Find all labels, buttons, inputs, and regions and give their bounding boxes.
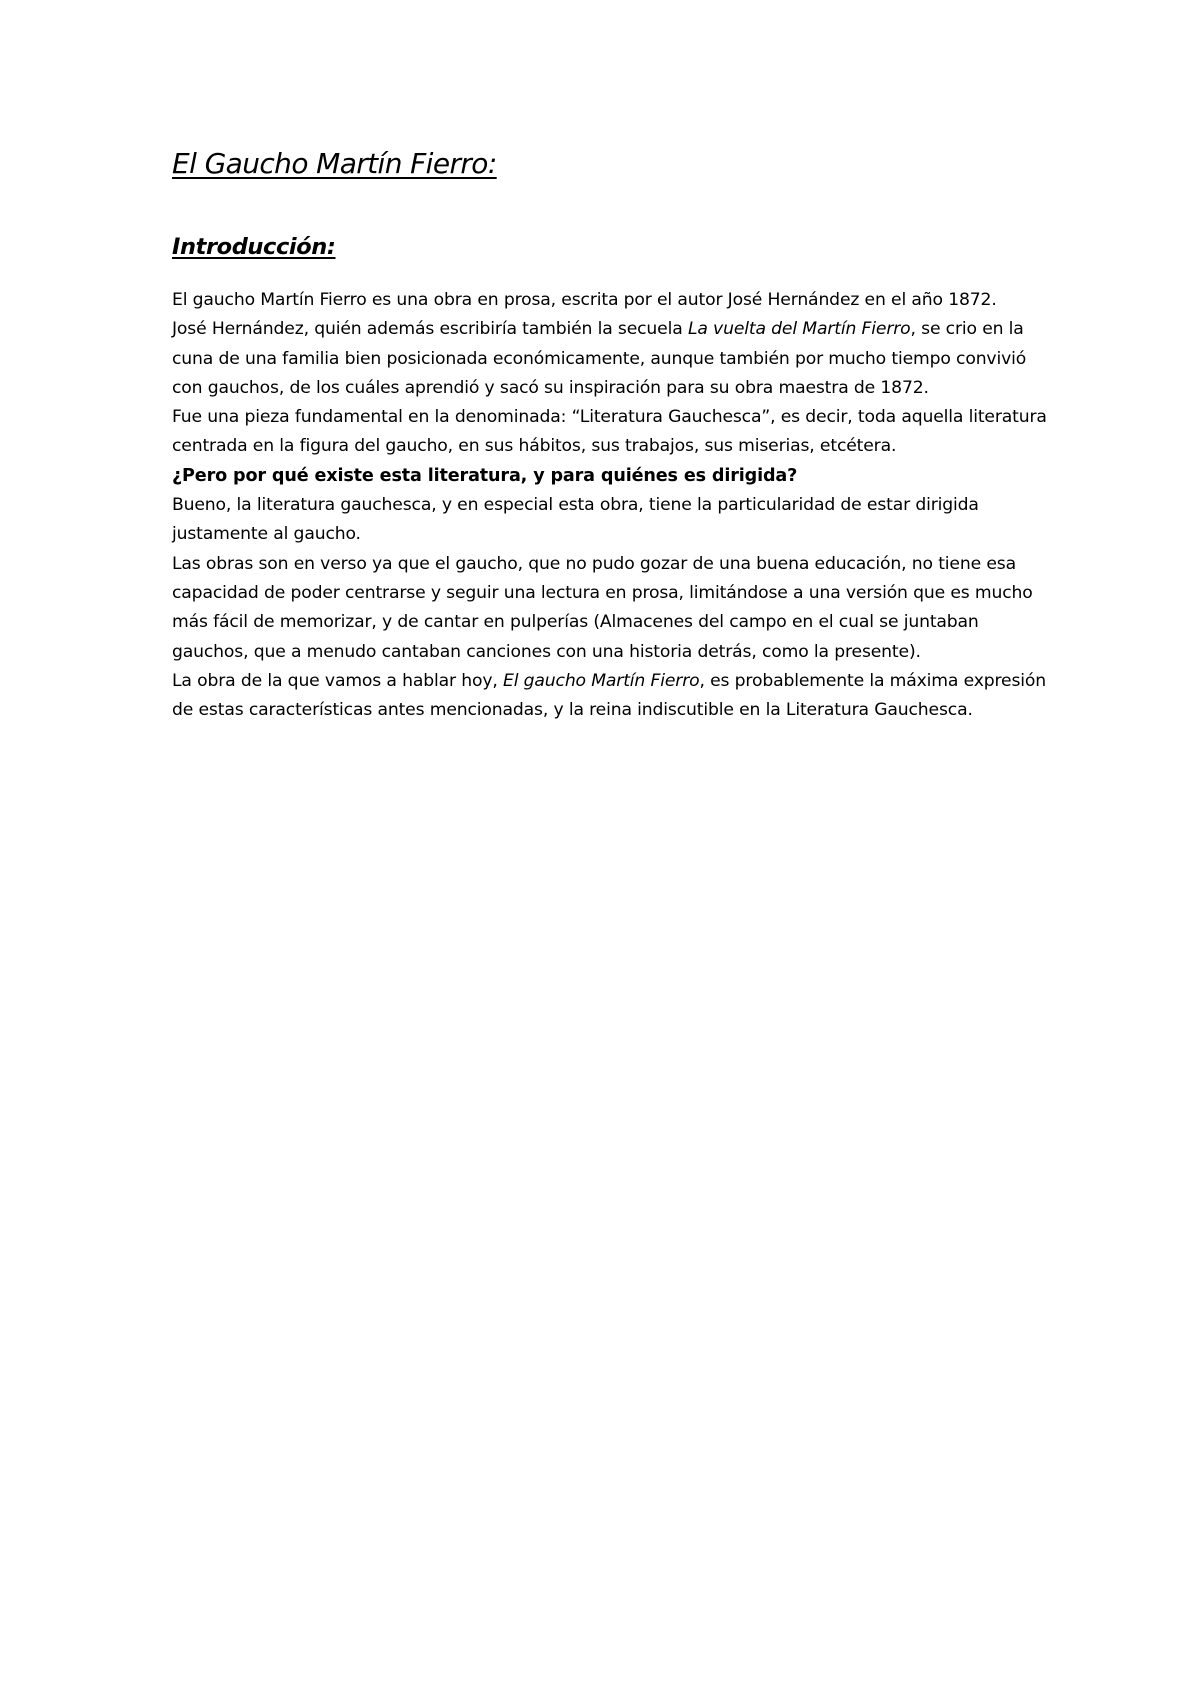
paragraph-1: El gaucho Martín Fierro es una obra en prosa, escrita por el autor José Hernández en el año 1872. bbox=[172, 290, 997, 310]
paragraph-5: Las obras son en verso ya que el gaucho, que no pudo gozar de una buena educación, no tiene esa capacidad de poder centrarse y seguir una lectura en prosa, limitándose a una versión que es mucho más fácil de memorizar, y de cantar en pulperías (Almacenes del campo en el cual se juntaban gauchos, que a menudo cantaban canciones con una historia detrás, como la presente). bbox=[172, 553, 1033, 662]
paragraph-6 bbox=[172, 667, 1052, 726]
document-content bbox=[172, 140, 1052, 725]
paragraph-2-text-end: , se crio en la cuna de una familia bien posicionada económicamente, aunque también por mucho tiempo convivió con gauchos, de los cuáles aprendió y sacó su inspiración para su obra maestra de 1872. bbox=[172, 319, 1027, 398]
question-heading: ¿Pero por qué existe esta literatura, y para quiénes es dirigida? bbox=[172, 465, 798, 486]
paragraph-6-text-start: La obra de la que vamos a hablar hoy, bbox=[172, 670, 503, 691]
paragraph-3: Fue una pieza fundamental en la denominada: “Literatura Gauchesca”, es decir, toda aquella literatura centrada en la figura del gaucho, en sus hábitos, sus trabajos, sus miserias, etcétera. bbox=[172, 407, 1047, 457]
paragraph-6-text-end: , es probablemente la máxima expresión de estas características antes mencionadas, y la reina indiscutible en la Literatura Gauchesca. bbox=[172, 670, 1046, 721]
paragraph-2-text-start: José Hernández, quién además escribiría también la secuela bbox=[172, 319, 688, 340]
paragraph-2 bbox=[172, 315, 1052, 403]
body-text bbox=[172, 286, 1052, 725]
paragraph-2-book-title: La vuelta del Martín Fierro bbox=[687, 319, 911, 340]
paragraph-4: Bueno, la literatura gauchesca, y en especial esta obra, tiene la particularidad de estar dirigida justamente al gaucho. bbox=[172, 495, 979, 545]
document-title: El Gaucho Martín Fierro: bbox=[172, 147, 497, 180]
section-heading: Introducción: bbox=[172, 234, 336, 260]
paragraph-6-book-title: El gaucho Martín Fierro bbox=[502, 670, 700, 691]
